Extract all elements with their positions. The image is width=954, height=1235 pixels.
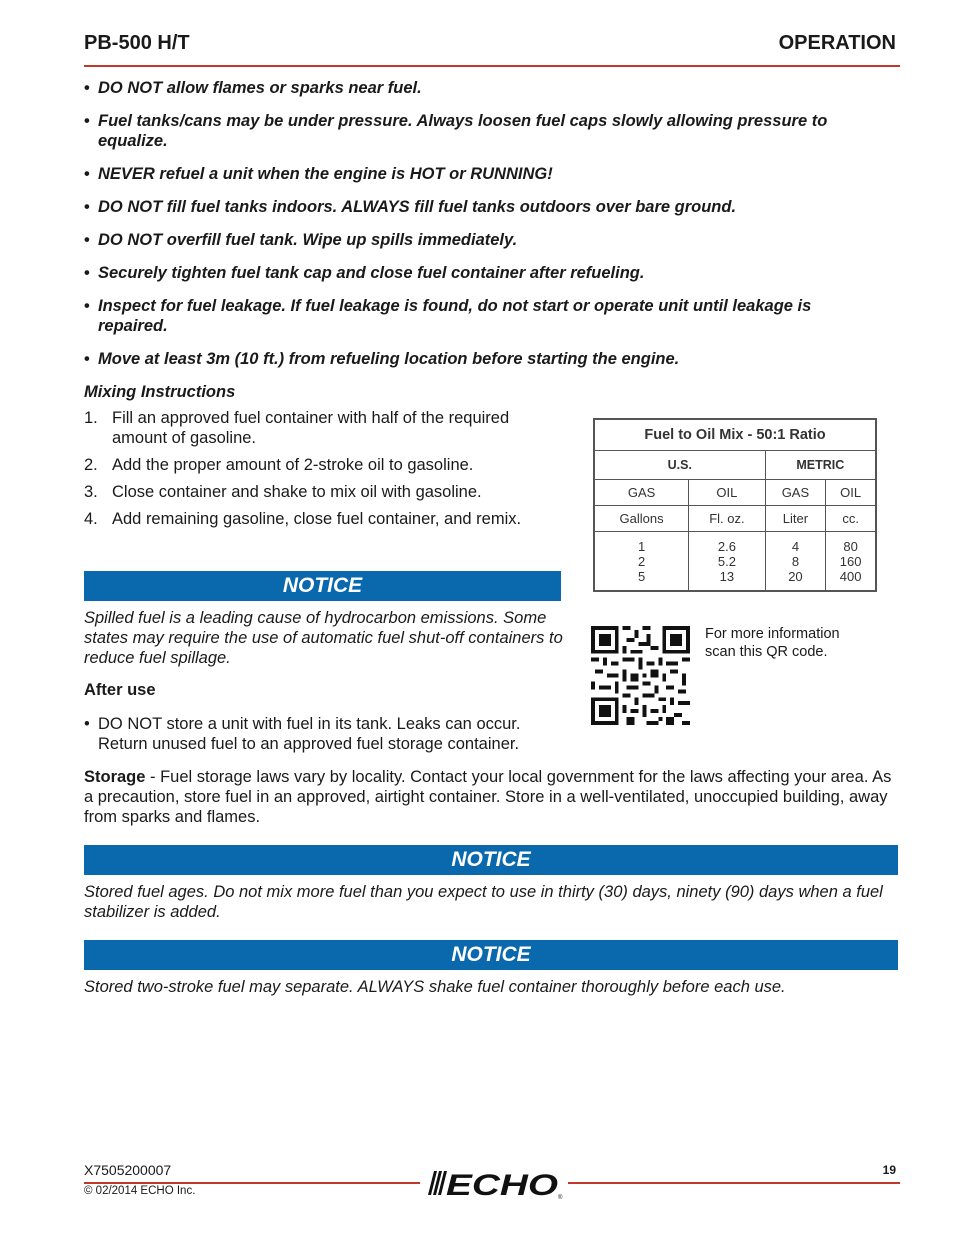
- value: 2.6: [717, 538, 736, 554]
- step-number: 3.: [84, 483, 98, 501]
- fuel-oil-mix-table: [593, 418, 877, 592]
- section-title: OPERATION: [778, 32, 896, 54]
- warning-item: • NEVER refuel a unit when the engine is HOT or RUNNING!: [84, 164, 884, 184]
- notice-banner: NOTICE: [84, 845, 898, 875]
- step-text: Close container and shake to mix oil with gasoline.: [112, 483, 482, 501]
- value: 1: [637, 538, 646, 554]
- warning-item: • Inspect for fuel leakage. If fuel leakage is found, do not start or operate unit until leakage is repaired.: [84, 296, 884, 336]
- after-use-text: DO NOT store a unit with fuel in its tank. Leaks can occur. Return unused fuel to an approved fuel storage container.: [98, 715, 521, 753]
- mixing-step: [84, 408, 554, 448]
- storage-text: - Fuel storage laws vary by locality. Contact your local government for the laws affecting your area. As a precaution, store fuel in an approved, airtight container. Store in a well-ventilated, unoccupied building, away from sparks and flames.: [84, 768, 892, 826]
- header-divider: [84, 65, 900, 67]
- notice-banner: NOTICE: [84, 940, 898, 970]
- us-oil-values: [689, 532, 765, 592]
- value: 400: [839, 568, 862, 584]
- unit-cell: Fl. oz.: [689, 506, 765, 532]
- step-text: Fill an approved fuel container with half of the required amount of gasoline.: [112, 409, 510, 447]
- model-title: PB-500 H/T: [84, 32, 190, 54]
- unit-cell: Liter: [765, 506, 826, 532]
- value: 80: [843, 538, 858, 554]
- notice-text: Stored fuel ages. Do not mix more fuel than you expect to use in thirty (30) days, ninety (90) days when a fuel stabilizer is added.: [84, 883, 883, 921]
- warning-item: • DO NOT allow flames or sparks near fuel.: [84, 78, 884, 98]
- part-number: X7505200007: [84, 1162, 172, 1178]
- qr-caption: For more information scan this QR code.: [705, 626, 840, 660]
- unit-cell: cc.: [826, 506, 876, 532]
- value: 4: [791, 538, 800, 554]
- warning-item: • Fuel tanks/cans may be under pressure. Always loosen fuel caps slowly allowing pressure to equalize.: [84, 111, 884, 151]
- value: 2: [637, 553, 646, 569]
- svg-text:®: ®: [558, 1195, 563, 1201]
- column-header: GAS: [765, 480, 826, 506]
- us-system-header: U.S.: [594, 451, 765, 480]
- mixing-step: [84, 509, 554, 529]
- storage-label: Storage: [84, 768, 146, 786]
- warning-item: • DO NOT overfill fuel tank. Wipe up spills immediately.: [84, 230, 884, 250]
- notice-text: Stored two-stroke fuel may separate. ALWAYS shake fuel container thoroughly before each use.: [84, 978, 786, 996]
- step-text: Add the proper amount of 2-stroke oil to gasoline.: [112, 456, 474, 474]
- mixing-step: [84, 482, 554, 502]
- value: 5: [637, 568, 646, 584]
- column-header: OIL: [826, 480, 876, 506]
- after-use-heading: After use: [84, 681, 156, 699]
- fuel-warnings-list: [84, 78, 884, 382]
- echo-logo-icon: [420, 1165, 568, 1201]
- step-number: 2.: [84, 456, 98, 474]
- qr-code-icon[interactable]: [591, 626, 690, 725]
- bullet-icon: •: [84, 715, 90, 733]
- warning-item: • Securely tighten fuel tank cap and close fuel container after refueling.: [84, 263, 884, 283]
- unit-cell: Gallons: [594, 506, 689, 532]
- step-number: 1.: [84, 409, 98, 427]
- warning-item: • Move at least 3m (10 ft.) from refueling location before starting the engine.: [84, 349, 884, 369]
- mix-table-title: Fuel to Oil Mix - 50:1 Ratio: [594, 419, 876, 451]
- step-text: Add remaining gasoline, close fuel container, and remix.: [112, 510, 522, 528]
- mixing-steps-list: [84, 408, 554, 536]
- page-number: 19: [882, 1163, 896, 1177]
- warning-item: • DO NOT fill fuel tanks indoors. ALWAYS fill fuel tanks outdoors over bare ground.: [84, 197, 884, 217]
- us-gas-values: [594, 532, 689, 592]
- value: 5.2: [717, 553, 736, 569]
- value: 160: [839, 553, 862, 569]
- storage-paragraph: [84, 767, 898, 827]
- step-number: 4.: [84, 510, 98, 528]
- mixing-step: [84, 455, 554, 475]
- mixing-instructions-heading: Mixing Instructions: [84, 383, 236, 401]
- column-header: OIL: [689, 480, 765, 506]
- metric-gas-values: [765, 532, 826, 592]
- after-use-item: [84, 714, 554, 754]
- value: 8: [791, 553, 800, 569]
- metric-system-header: METRIC: [765, 451, 876, 480]
- value: 13: [719, 568, 735, 584]
- notice-text: Spilled fuel is a leading cause of hydrocarbon emissions. Some states may require the use of automatic fuel shut-off containers to reduce fuel spillage.: [84, 609, 563, 667]
- column-header: GAS: [594, 480, 689, 506]
- value: 20: [788, 568, 803, 584]
- svg-text:ECHO: ECHO: [446, 1169, 558, 1201]
- notice-banner: NOTICE: [84, 571, 561, 601]
- copyright: © 02/2014 ECHO Inc.: [84, 1185, 196, 1197]
- metric-oil-values: [826, 532, 876, 592]
